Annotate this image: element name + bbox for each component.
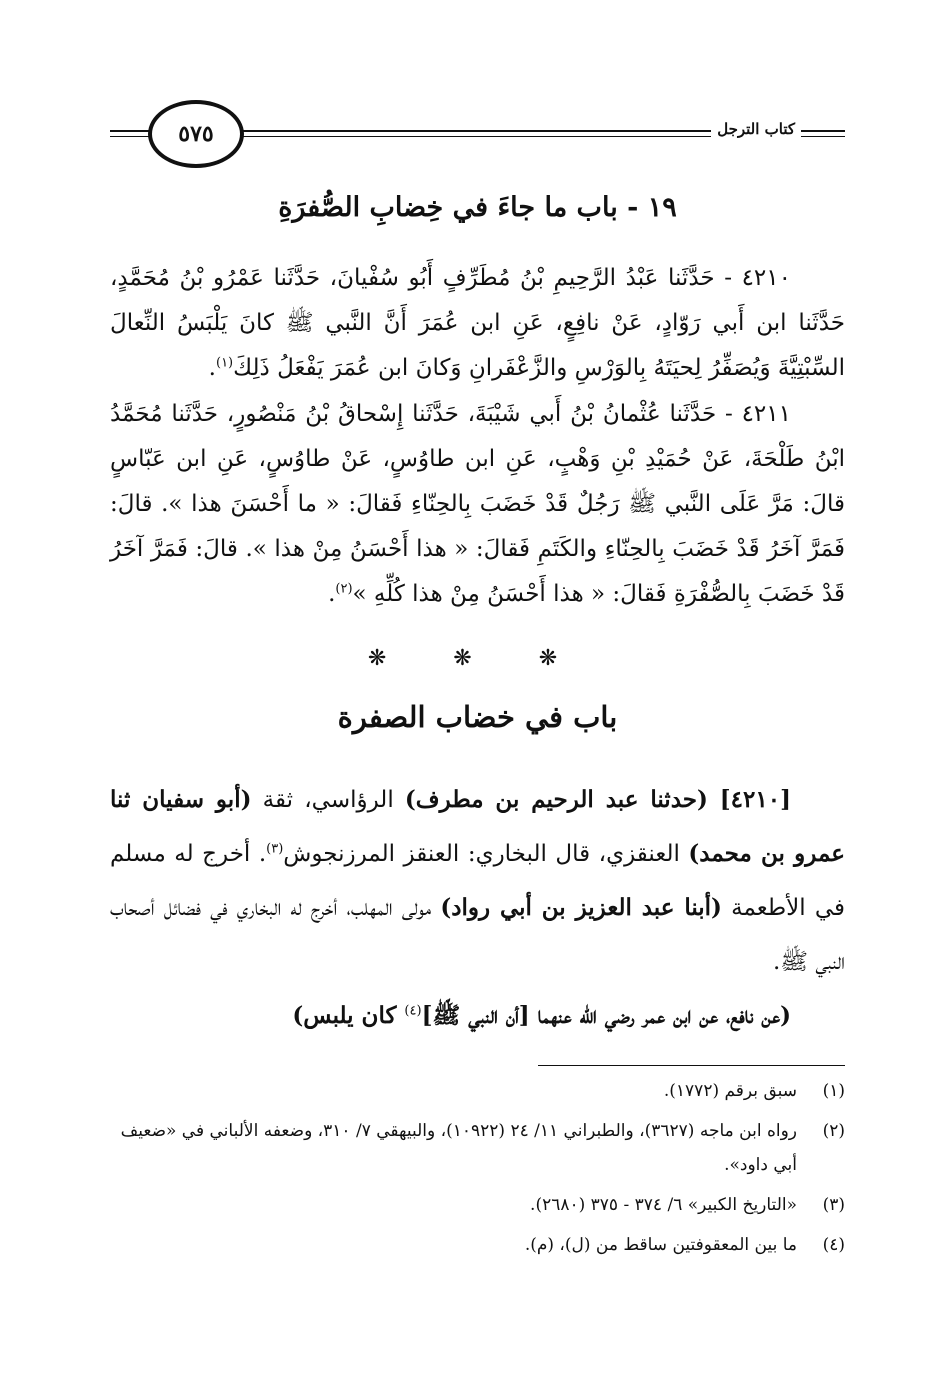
bold-phrase: [٤٢١٠] (حدثنا عبد الرحيم بن مطرف): [404, 786, 791, 813]
footnote-number: (٤): [822, 1235, 845, 1255]
footnote-3: [110, 1188, 845, 1222]
footnote-1: [110, 1074, 845, 1108]
text-run: الرؤاسي، ثقة: [251, 787, 405, 813]
hadith-4210: ٤٢١٠ - حَدَّثَنا عَبْدُ الرَّحِيمِ بْنُ مُطَرِّفٍ أَبُو سُفْيانَ، حَدَّثَنا عَمْرُو بْنُ مُحَمَّدٍ، حَدَّثَنا ابن أَبي رَوّادٍ، عَنْ نافِعٍ، عَنِ ابن عُمَرَ أَنَّ النَّبي ﷺ كانَ يَلْبَسُ النِّعالَ السِّبْتِيَّةَ وَيُصَفِّرُ لِحيَتَهُ بِالوَرْسِ والزَّعْفَرانِ وَكانَ ابن عُمَرَ يَفْعَلُ ذَلِكَ$^{(١)}$.: [110, 265, 845, 381]
chapter-title: ١٩ - باب ما جاءَ في خِضابِ الصُّفرَةِ: [278, 192, 677, 223]
page-number: ٥٧٥: [178, 121, 214, 147]
footnote-text: ما بين المعقوفتين ساقط من (ل)، (م).: [524, 1235, 797, 1255]
footnote-rule: [538, 1065, 845, 1066]
commentary-paragraph: [110, 989, 845, 1043]
commentary-paragraph: [110, 773, 845, 989]
footnote-number: (١): [822, 1081, 845, 1101]
footnote-2: [110, 1114, 845, 1182]
hadith-text: ٤٢١١ - حَدَّثَنا عُثْمانُ بْنُ أَبي شَيْبَةَ، حَدَّثَنا إِسْحاقُ بْنُ مَنْصُورٍ، حَدَّثَنا مُحَمَّدُ ابْنُ طَلْحَةَ، عَنْ حُمَيْدِ بْنِ وَهْبٍ، عَنِ ابن طاوُسٍ، عَنْ طاوُسٍ، عَنِ ابن عَبّاسٍ قالَ: مَرَّ عَلَى النَّبي ﷺ رَجُلٌ قَدْ خَضَبَ بِالحِنّاءِ فَقالَ: « ما أَحْسَنَ هذا ». قالَ: فَمَرَّ آخَرُ قَدْ خَضَبَ بِالحِنّاءِ والكَتَمِ فَقالَ: « هذا أَحْسَنُ مِنْ هذا ». قالَ: فَمَرَّ آخَرُ قَدْ خَضَبَ بِالصُّفْرَةِ فَقالَ: « هذا أَحْسَنُ مِنْ هذا كُلِّهِ »: [110, 401, 845, 607]
footnote-text: «التاريخ الكبير» ٦/ ٣٧٤ - ٣٧٥ (٢٦٨٠).: [530, 1195, 797, 1215]
footnote-ref: (٣): [266, 841, 284, 857]
section-separator: ❋ ❋ ❋: [367, 646, 588, 671]
bold-phrase: كان يلبس): [292, 1002, 405, 1029]
page-header: [110, 100, 845, 168]
footnote-text: سبق برقم (١٧٧٢).: [663, 1081, 797, 1101]
page-number-badge: [148, 100, 244, 168]
footnote-4: [110, 1228, 845, 1262]
bold-phrase: (أبنا عبد العزيز بن أبي رواد): [440, 894, 722, 921]
bold-phrase: (عن نافع، عن ابن عمر رضي الله عنهما [أن النبي ﷺ]: [421, 1002, 791, 1029]
commentary: [110, 773, 845, 1043]
bold-phrase: (أبو سفيان ثنا عمرو بن محمد): [110, 786, 845, 867]
hadith-4211: ٤٢١١ - حَدَّثَنا عُثْمانُ بْنُ أَبي شَيْبَةَ، حَدَّثَنا إِسْحاقُ بْنُ مَنْصُورٍ، حَدَّثَنا مُحَمَّدُ ابْنُ طَلْحَةَ، عَنْ حُمَيْدِ بْنِ وَهْبٍ، عَنِ ابن طاوُسٍ، عَنْ طاوُسٍ، عَنِ ابن عَبّاسٍ قالَ: مَرَّ عَلَى النَّبي ﷺ رَجُلٌ قَدْ خَضَبَ بِالحِنّاءِ فَقالَ: « ما أَحْسَنَ هذا ». قالَ: فَمَرَّ آخَرُ قَدْ خَضَبَ بِالحِنّاءِ والكَتَمِ فَقالَ: « هذا أَحْسَنُ مِنْ هذا ». قالَ: فَمَرَّ آخَرُ قَدْ خَضَبَ بِالصُّفْرَةِ فَقالَ: « هذا أَحْسَنُ مِنْ هذا كُلِّهِ »$^{(٢)}$.: [110, 401, 845, 607]
footnote-number: (٢): [822, 1121, 845, 1141]
text-run: مولى المهلب، أخرج له البخاري في فضائل أصحاب النبي ﷺ.: [110, 895, 845, 975]
hadith-text: ٤٢١٠ - حَدَّثَنا عَبْدُ الرَّحِيمِ بْنُ مُطَرِّفٍ أَبُو سُفْيانَ، حَدَّثَنا عَمْرُو بْنُ مُحَمَّدٍ، حَدَّثَنا ابن أَبي رَوّادٍ، عَنْ نافِعٍ، عَنِ ابن عُمَرَ أَنَّ النَّبي ﷺ كانَ يَلْبَسُ النِّعالَ السِّبْتِيَّةَ وَيُصَفِّرُ لِحيَتَهُ بِالوَرْسِ والزَّعْفَرانِ وَكانَ ابن عُمَرَ يَفْعَلُ ذَلِكَ: [110, 265, 845, 381]
text-run: . أخرج له مسلم في الأطعمة: [110, 841, 845, 921]
text-run: العنقزي، قال البخاري: العنقز المرزنجوش: [283, 841, 689, 867]
book-title: كتاب الترجل: [711, 120, 801, 138]
footnote-number: (٣): [822, 1195, 845, 1215]
footnote-text: رواه ابن ماجه (٣٦٢٧)، والطبراني ١١/ ٢٤ (١٠٩٢٢)، والبيهقي ٧/ ٣١٠، وضعفه الألباني في «ضعيف أبي داود».: [120, 1121, 797, 1175]
footnote-ref: (١): [215, 355, 234, 371]
footnote-ref: (٤): [404, 1003, 422, 1019]
section-title: باب في خضاب الصفرة: [337, 700, 618, 734]
footnote-ref: (٢): [335, 581, 353, 597]
footnotes: [110, 1074, 845, 1268]
